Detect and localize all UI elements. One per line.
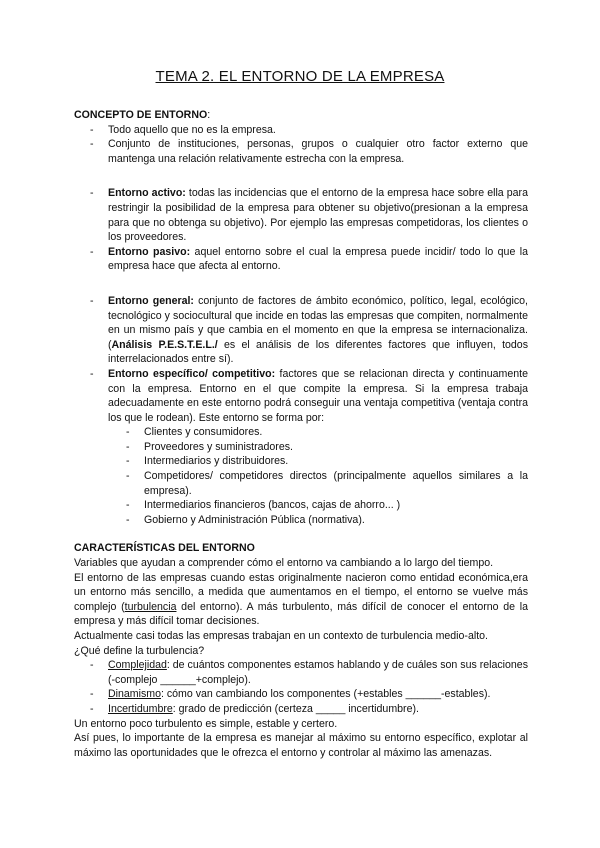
caracteristicas-paragraph: Actualmente casi todas las empresas trabajan en un contexto de turbulencia medio-alto. <box>74 630 488 642</box>
especifico-sublist <box>74 425 528 527</box>
entorno-especifico-term: Entorno específico/ competitivo: <box>108 367 276 380</box>
caracteristicas-paragraph: Un entorno poco turbulento es simple, estable y certero. <box>74 717 338 730</box>
entorno-types-list <box>74 186 528 274</box>
concepto-list <box>74 123 528 167</box>
factor-term: Dinamismo <box>108 688 161 701</box>
list-item: - Intermediarios financieros (bancos, cajas de ahorro... ) <box>74 498 528 513</box>
list-item: - Complejidad: de cuántos componentes estamos hablando y de cuáles son sus relaciones (-complejo ______+complejo). <box>74 658 528 687</box>
entorno-activo-item: - Entorno activo: todas las incidencias que el entorno de la empresa hace sobre ella para restringir la posibilidad de la empresa para obtener su objetivo(presionan a la empresa para que no obtenga su objetivo). Por ejemplo las empresas competidoras, los clientes o los proveedores. <box>74 186 528 244</box>
pestel-term: Análisis P.E.S.T.E.L./ <box>111 338 218 351</box>
caracteristicas-paragraph: El entorno de las empresas cuando estas originalmente nacieron como entidad económica,era un entorno más sencillo, a medida que aumentamos en el tiempo, el entorno se vuelve más complejo (turbulencia del entorno). A más turbulento, más difícil de conocer el entorno de la empresa y más difícil tomar decisiones. <box>74 571 528 628</box>
list-item: - Conjunto de instituciones, personas, grupos o cualquier otro factor externo que mantenga una relación relativamente estrecha con la empresa. <box>74 137 528 166</box>
factor-term: Incertidumbre <box>108 702 173 715</box>
entorno-pasivo-item: - Entorno pasivo: aquel entorno sobre el cual la empresa puede incidir/ todo lo que la empresa hace que afecta al entorno. <box>74 245 528 274</box>
list-item: - Dinamismo: cómo van cambiando los componentes (+estables ______-estables). <box>74 687 528 702</box>
caracteristicas-paragraph: Variables que ayudan a comprender cómo el entorno va cambiando a lo largo del tiempo. <box>74 557 494 570</box>
list-item: - Gobierno y Administración Pública (normativa). <box>74 513 528 528</box>
list-item: - Competidores/ competidores directos (principalmente aquellos similares a la empresa). <box>74 469 528 498</box>
list-item: - Todo aquello que no es la empresa. <box>74 123 528 138</box>
turbulencia-term: turbulencia <box>124 600 177 613</box>
list-item: - Incertidumbre: grado de predicción (certeza _____ incertidumbre). <box>74 702 528 717</box>
caracteristicas-heading: CARACTERÍSTICAS DEL ENTORNO <box>74 542 255 555</box>
entorno-pasivo-term: Entorno pasivo: <box>108 245 191 258</box>
caracteristicas-paragraph: Así pues, lo importante de la empresa es manejar al máximo su entorno específico, explotar al máximo las oportunidades que le ofrezca el entorno y controlar al máximo las amenazas. <box>74 732 528 759</box>
concepto-section <box>74 108 528 760</box>
entorno-general-item: - Entorno general: conjunto de factores de ámbito económico, político, legal, ecológico, tecnológico y sociocultural que incide en todas las empresas que compiten, normalmente en un mismo país y que cambia en el momento en que la empresa se internacionaliza. (Análisis P.E.S.T.E.L./ es el análisis de los diferentes factores que influyen, todos interrelacionados entre sí). <box>74 294 528 367</box>
entorno-general-term: Entorno general: <box>108 294 194 307</box>
turbulencia-question: ¿Qué define la turbulencia? <box>74 644 205 657</box>
page-title: TEMA 2. EL ENTORNO DE LA EMPRESA <box>155 68 445 85</box>
entorno-scope-list <box>74 294 528 528</box>
list-item: - Proveedores y suministradores. <box>74 440 528 455</box>
factor-term: Complejidad <box>108 659 167 672</box>
entorno-especifico-item: - Entorno específico/ competitivo: factores que se relacionan directa y continuamente con la empresa. Entorno en el que compite la empresa. Si la empresa trabaja adecuadamente en este entorno podrá conseguir una ventaja competitiva (ventaja contra los que le rodean). Este entorno se forma por: - Clientes y consumidores. - Proveedores y suministradores. - Intermediarios y distribuidores. - Competidores/ competidores directos (principalmente aquellos similares a la empresa). - Intermediarios financieros (bancos, cajas de ahorro... ) - Gobierno y Administración Pública (normativa). <box>74 367 528 528</box>
list-item: - Clientes y consumidores. <box>74 425 528 440</box>
list-item: - Intermediarios y distribuidores. <box>74 454 528 469</box>
entorno-activo-term: Entorno activo: <box>108 187 186 200</box>
concepto-heading: CONCEPTO DE ENTORNO: <box>74 109 211 121</box>
turbulencia-factors-list <box>74 658 528 716</box>
